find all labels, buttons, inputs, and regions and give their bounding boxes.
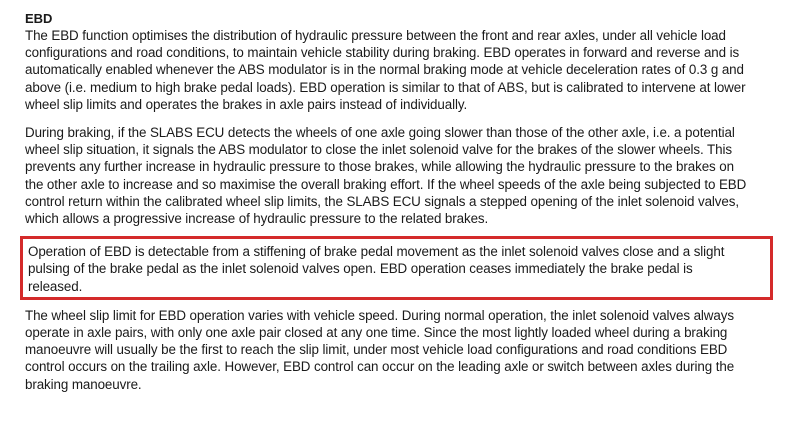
paragraph-wheel-slip-limit: The wheel slip limit for EBD operation varies with vehicle speed. During normal operation, the inlet solenoid valves always operate in axle pairs, with only one axle pair closed at any one time. Since the most lightly loaded wheel during a braking manoeuvre will usually be the first to reach the slip limit, under most vehicle load configurations and road conditions EBD control occurs on the trailing axle. However, EBD control can occur on the leading axle or switch between axles during the braking manoeuvre. [25, 307, 735, 392]
paragraph-during-braking: During braking, if the SLABS ECU detects the wheels of one axle going slower than those of the other axle, i.e. a potential wheel slip situation, it signals the ABS modulator to close the inlet solenoid valve for the brakes of the slower wheels. This prevents any further increase in hydraulic pressure to those brakes, while allowing the hydraulic pressure to the brakes on the other axle to increase and so maximise the overall braking effort. If the wheel speeds of the axle being subjected to EBD control return within the calibrated wheel slip limits, the SLABS ECU signals a stepped opening of the inlet solenoid valves, which allows a progressive increase of hydraulic pressure to the related brakes. [25, 125, 747, 227]
section-heading: EBD [25, 11, 53, 26]
paragraph-ebd-function: The EBD function optimises the distribution of hydraulic pressure between the front and rear axles, under all vehicle load configurations and road conditions, to maintain vehicle stability during braking. EBD operates in forward and reverse and is automatically enabled whenever the ABS modulator is in the normal braking mode at vehicle deceleration rates of 0.3 g and above (i.e. medium to high brake pedal loads). EBD operation is similar to that of ABS, but is calibrated to intervene at lower wheel slip limits and operates the brakes in axle pairs instead of individually. [25, 28, 746, 112]
document-section [25, 10, 753, 393]
highlight-box [20, 236, 773, 300]
paragraph-ebd-detectable: Operation of EBD is detectable from a stiffening of brake pedal movement as the inlet solenoid valves close and a slight pulsing of the brake pedal as the inlet solenoid valves open. EBD operation ceases immediately the brake pedal is released. [28, 244, 725, 294]
